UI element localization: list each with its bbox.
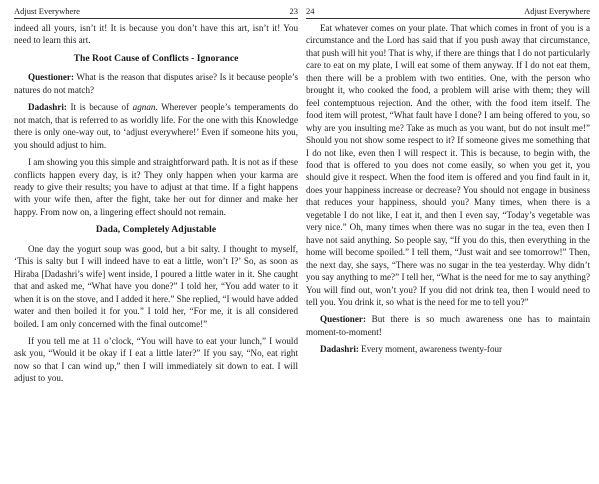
paragraph-text: What is the reason that disputes arise? Is it because people’s natures do not match? [14, 72, 298, 95]
paragraph: One day the yogurt soup was good, but a bit salty. I thought to myself, ‘This is salty but I will indeed have to eat a little, won’t I?’ So, as soon as Hiraba [Dadashri’s wife] went inside, I poured a little water in it. She caught that and asked me, “What have you done?” I told her, “You add water to it when it is on the stove, and I added it here.” She replied, “I would have added water and then boiled it for you.” I told her, “For me, it is all considered boiled. I am only concerned with the final outcome!” [14, 243, 298, 329]
paragraph-text: . Wherever people’s temperaments do not match, that is referred to as worldly life. For the one with this Knowledge there is only one-way out, to ‘adjust everywhere!’ Even if someone hits you, you should adjust to him. [14, 102, 298, 150]
left-page-number: 23 [289, 6, 298, 16]
left-page-header [14, 4, 298, 19]
paragraph: Eat whatever comes on your plate. That which comes in front of you is a circumstance and the Lord has said that if you push away that circumstance, that push will hit you! That is why, if there are things that I do not particularly care to eat on my plate, I will eat some of them anyway. If I do not eat them, then there will be a problem with two entities. One, with the person who brought it, who cooked the food, a problem will arise with them; they will feel contemptuous rejection. And the other, with the food item itself. The food item will protest, “What fault have I done? I am being offered to you, so why are you insulting me? Take as much as you want, but do not insult me!” Should you not show some respect to it? If someone gives me something that I do not like, even then I will respect it. This is because, to begin with, the food that is offered to you does not come easily, so when you get it, you should give it respect. When the food item is offered and you find fault in it, does your happiness increase or decrease? You should not engage in business that reduces your happiness, should you? Many times, when there is a vegetable I do not like, I eat it, and then I even say, “Today’s vegetable was very nice.” Oh, many times when there was no sugar in the tea, even then I have not said anything. So people say, “If you do this, then everything in the home will become spoiled.” I tell them, “Just wait and see tomorrow!” Then, the next day, she says, “There was no sugar in the tea yesterday. Why didn’t you say anything to me?” I tell her, “What is the need for me to say anything? You will find out, won’t you? If you did not drink tea, then I would need to tell you. You drink it, so what is the need for me to tell you?” [306, 23, 590, 307]
right-page [306, 0, 590, 484]
paragraph [306, 313, 590, 338]
left-page [14, 0, 298, 484]
paragraph [14, 71, 298, 96]
right-page-number: 24 [306, 6, 315, 16]
speaker-label: Dadashri: [320, 344, 359, 355]
speaker-label: Questioner: [320, 314, 366, 325]
section-heading: Dada, Completely Adjustable [95, 224, 217, 236]
left-page-body [14, 22, 298, 390]
paragraph: If you tell me at 11 o’clock, “You will have to eat your lunch,” I would ask you, “Would it be okay if I eat a little later?” If you say, “No, eat right now so that I can wind up,” then I will immediately sit down to eat. I will adjust to you. [14, 335, 298, 384]
paragraph-text: It is because of [66, 102, 133, 113]
section-heading: The Root Cause of Conflicts - Ignorance [73, 52, 239, 64]
paragraph [14, 101, 298, 151]
right-page-body [306, 22, 590, 361]
italic-term: agnan [132, 102, 156, 113]
left-header-title: Adjust Everywhere [14, 6, 80, 16]
speaker-label: Questioner: [28, 72, 74, 83]
right-header-title: Adjust Everywhere [524, 6, 590, 16]
right-page-header [306, 4, 590, 19]
paragraph [306, 343, 590, 355]
speaker-label: Dadashri: [28, 102, 67, 113]
paragraph-text: Every moment, awareness twenty-four [358, 344, 503, 355]
paragraph: indeed all yours, isn’t it! It is because you don’t have this art, isn’t it! You need to learn this art. [14, 23, 298, 46]
paragraph-text: But there is so much awareness one has to maintain moment-to-moment! [306, 314, 590, 337]
paragraph: I am showing you this simple and straightforward path. It is not as if these conflicts happen every day, is it? They only happen when your karma are ready to give their results; you have to adjust at that time. If a fight happens with your wife then, after the fight, take her out for dinner and make her happy. From now on, a lingering effect should not remain. [14, 157, 298, 217]
